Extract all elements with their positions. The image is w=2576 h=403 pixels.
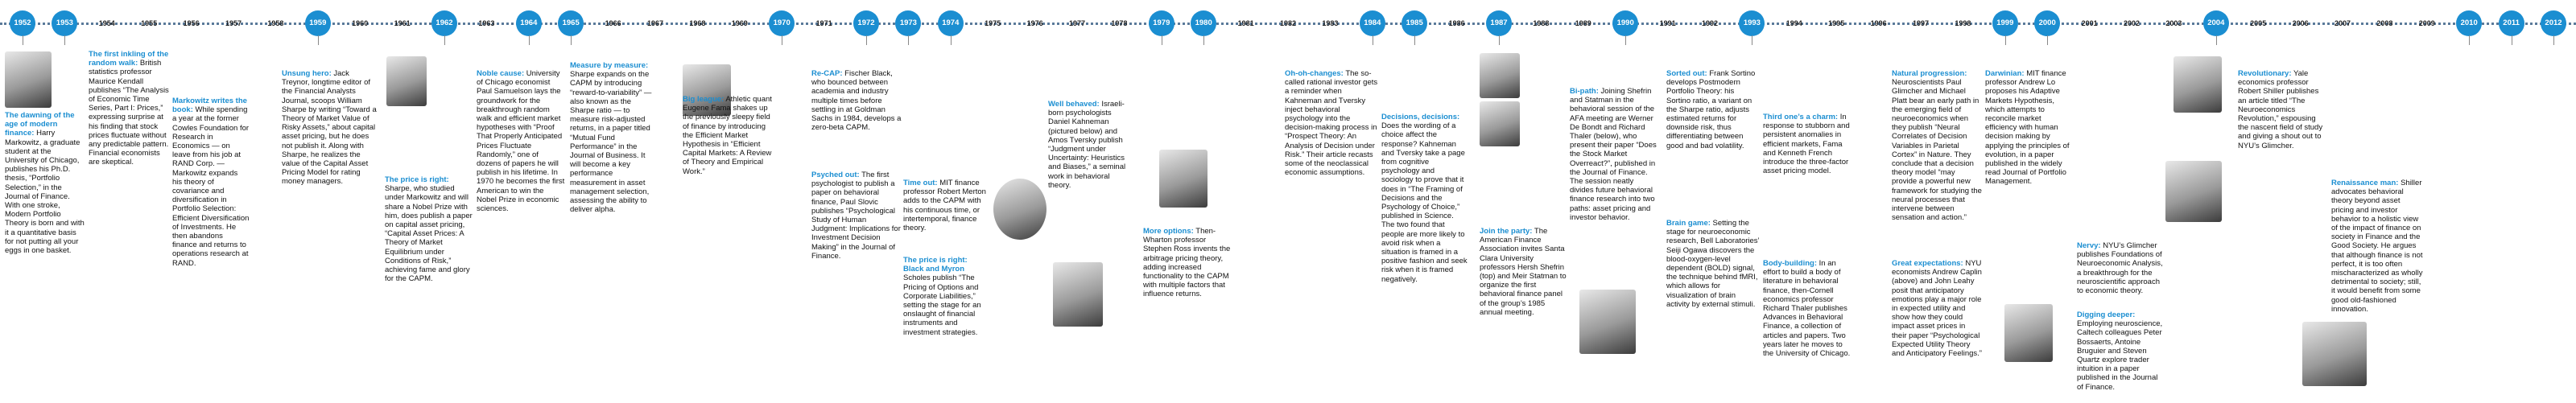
entry-2011 [2238,69,2326,152]
year-marker-1969: 1969 [731,19,748,27]
year-marker-1960: 1960 [352,19,369,27]
entry-body: MIT finance professor Robert Merton adds to the CAPM with his continuous time, or intertemporal, finance theory. [903,179,986,233]
entry-1979 [1285,69,1378,179]
entry-body: While spending a year at the former Cowles Foundation for Research in Economics — on leave from his job at RAND Corp. — Markowitz expands his theory of covariance and diversification in Portfolio Selection: Efficient Diversification of Investments. He then abandons finance and returns to operations research at RAND. [172,105,250,268]
year-connector [64,35,65,45]
entry-title: The dawning of the age of modern finance: [5,111,75,138]
year-connector [2047,35,2048,45]
year-marker-1989: 1989 [1575,19,1591,27]
year-marker-1991: 1991 [1659,19,1676,27]
year-marker-1966: 1966 [605,19,621,27]
entry-2004 [1985,69,2074,188]
year-marker-1977: 1977 [1068,19,1086,27]
year-marker-1990: 1990 [1612,10,1638,36]
entry-1971-psyched [811,171,902,262]
entry-1990-brain [1666,219,1760,310]
thaler-photo [1579,290,1636,354]
entry-1970 [683,95,773,178]
entry-body: Frank Sortino develops Postmodern Portfolio Theory: his Sortino ratio, a variant on the Sharpe ratio, adjusts estimated returns for downside risk, thus differentiating between good and bad volatility. [1666,69,1756,150]
entry-title: More options: [1143,227,1194,236]
year-connector [1203,35,1204,45]
year-marker-2007: 2007 [2334,19,2351,27]
entry-body: Does the wording of a choice affect the response? Kahneman and Tversky take a page from cognitive psychology and sociology to prove that it does in “The Framing of Decisions and the Psychology of Choice,” published in Science. The two found that people are more likely to avoid risk when a situation is framed in a positive fashion and seek risk when it is framed negatively. [1381,121,1468,284]
caplin-photo [2004,304,2053,362]
year-marker-2001: 2001 [2081,19,2098,27]
year-marker-1982: 1982 [1279,19,1297,27]
entry-1999 [1892,69,1982,224]
year-marker-2009: 2009 [2418,19,2435,27]
year-connector [529,35,530,45]
timeline-axis [0,0,2576,48]
year-connector [2469,35,2470,45]
year-marker-1992: 1992 [1701,19,1719,27]
year-marker-1986: 1986 [1448,19,1465,27]
year-marker-1979: 1979 [1149,10,1174,36]
entry-body: Setting the stage for neuroeconomic research, Bell Laboratories’ Seiji Ogawa discovers the blood-oxygen-level dependent (BOLD) signal, the technique behind fMRI, which allows for visualization of brain activity by external stimuli. [1666,219,1760,309]
year-marker-2003: 2003 [2165,19,2182,27]
ross-photo [1159,150,1208,208]
black-photo [993,179,1046,240]
year-marker-1978: 1978 [1111,19,1128,27]
entry-body: In an effort to build a body of literature in behavioral finance, then-Cornell economics professor Richard Thaler publishes Advances in Behavioral Finance, a collection of articles and papers. Two years later he moves to the University of Chicago. [1763,259,1851,359]
year-marker-1974: 1974 [938,10,964,36]
year-connector [1414,35,1415,45]
entry-1990-sorted [1666,69,1760,152]
year-marker-1957: 1957 [225,19,242,27]
entry-title: Markowitz writes the book: [172,97,247,115]
year-marker-1955: 1955 [141,19,158,27]
entry-title: Unsung hero: [282,69,332,78]
entry-title: Nervy: [2077,241,2101,250]
lo-photo [2174,56,2222,113]
year-marker-1963: 1963 [478,19,495,27]
entry-body: Fischer Black, who bounced between academia and industry multiple times before settling in at Goldman Sachs in 1984, develops a zero-beta CAPM. [811,69,902,133]
year-marker-2005: 2005 [2250,19,2267,27]
entry-2000 [1892,259,1982,360]
year-marker-1961: 1961 [394,19,411,27]
year-marker-1965: 1965 [558,10,584,36]
year-marker-1988: 1988 [1533,19,1550,27]
year-connector [2005,35,2006,45]
year-marker-1954: 1954 [98,19,115,27]
entry-title: Measure by measure: [570,61,649,70]
year-marker-1994: 1994 [1785,19,1802,27]
entry-body: The so-called rational investor gets a reminder when Kahneman and Tversky inject behavioral psychology into the decision-making process in “Prospect Theory: An Analysis of Decision under Risk.” Their article recasts some of the neoclassical economic assumptions. [1285,69,1378,178]
entry-title: Revolutionary: [2238,69,2292,78]
entry-body: University of Chicago economist Paul Samuelson lays the groundwork for the breakthrough random walk and efficient market hypotheses with “Proof That Properly Anticipated Prices Fluctuate Randomly,” one of dozens of papers he will publish in his lifetime. In 1970 he becomes the first American to win the Nobel Prize in economic sciences. [477,69,565,214]
entry-title: Re-CAP: [811,69,843,78]
year-marker-1980: 1980 [1191,10,1216,36]
year-marker-1959: 1959 [305,10,331,36]
entry-title: Body-building: [1763,259,1818,268]
year-marker-2006: 2006 [2292,19,2309,27]
year-marker-1999: 1999 [1992,10,2018,36]
year-marker-1976: 1976 [1026,19,1043,27]
entry-title: Darwinian: [1985,69,2025,78]
entry-body: Sharpe expands on the CAPM by introducing “reward-to-variability” — also known as the Sharpe ratio — to measure risk-adjusted returns, in a paper titled “Mutual Fund Performance” in the Journal of Business. It will become a key performance measurement in asset management selection, assessing the ability to deliver alpha. [570,70,652,215]
entry-1986 [1480,227,1567,319]
year-marker-1958: 1958 [267,19,284,27]
entry-title: Noble cause: [477,69,525,78]
entry-body: MIT finance professor Andrew Lo proposes his Adaptive Markets Hypothesis, which attempts to reconcile market efficiency with human decision making by applying the principles of evolution, in a paper published in the widely read Journal of Portfolio Management. [1985,69,2070,187]
entry-title: Digging deeper: [2077,310,2136,319]
entry-body: Israeli-born psychologists Daniel Kahneman (pictured below) and Amos Tversky publish “Judgment under Uncertainty: Heuristics and Biases,” a seminal work in behavioral theory. [1048,100,1126,190]
year-marker-1968: 1968 [689,19,706,27]
year-marker-1985: 1985 [1402,10,1427,36]
entry-body: Then-Wharton professor Stephen Ross invents the arbitrage pricing theory, adding increased functionality to the CAPM with multiple factors that influence returns. [1143,227,1231,299]
year-marker-2008: 2008 [2376,19,2393,27]
year-connector [571,35,572,45]
entry-1972 [903,179,987,234]
entry-title: Well behaved: [1048,100,1100,109]
entry-title: Psyched out: [811,171,860,179]
year-marker-1973: 1973 [895,10,921,36]
year-marker-2011: 2011 [2499,10,2524,36]
entry-title: Time out: [903,179,938,187]
entry-body: Sharpe, who studied under Markowitz and will share a Nobel Prize with him, does publish a paper on capital asset pricing, “Capital Asset Prices: A Theory of Market Equilibrium under Conditions of Risk,” achieving fame and glory for the CAPM. [385,184,473,284]
year-marker-1967: 1967 [646,19,664,27]
entry-body: Yale economics professor Robert Shiller publishes an article titled “The Neuroeconomics Revolution,” espousing the nascent field of study and giving a shout out to NYU’s Glimcher. [2238,69,2323,150]
year-connector [318,35,319,45]
entry-body: Joining Shefrin and Statman in the behavioral session of the AFA meeting are Werner De Bondt and Richard Thaler (below), who present their paper “Does the Stock Market Overreact?”, published in the Journal of Finance. The session neatly divides future behavioral finance research into two paths: asset pricing and investor behavior. [1570,87,1657,222]
markowitz-photo [5,51,52,108]
entry-1980 [1381,113,1468,286]
year-marker-2000: 2000 [2034,10,2060,36]
entry-body: British statistics professor Maurice Kendall publishes “The Analysis of Economic Time Series, Part I: Prices,” expressing surprise at his finding that stock prices fluctuate without any predictable pattern. Financial economists are skeptical. [89,59,169,167]
entry-title: Brain game: [1666,219,1711,228]
year-marker-2002: 2002 [2123,19,2140,27]
year-connector [2216,35,2217,45]
entry-body: The first psychologist to publish a paper on behavioral finance, Paul Slovic publishes “Psychological Study of Human Judgment: Implications for Investment Decision Making” in the Journal of Finance. [811,171,901,261]
entry-1976 [1143,227,1232,301]
entry-1965 [570,61,655,216]
entry-body: Neuroscientists Paul Glimcher and Michael Platt bear an early path in the emerging field of neuroeconomics when they publish “Neural Correlates of Decision Variables in Parietal Cortex” in Nature. They conclude that a decision theory model “may provide a powerful new framework for studying the neural processes that intervene between sensation and action.” [1892,78,1982,223]
entry-title: Oh-oh-changes: [1285,69,1344,78]
entry-title: Join the party: [1480,227,1533,236]
year-connector [866,35,867,45]
year-connector [1625,35,1626,45]
sharpe-photo [386,56,427,106]
year-connector [444,35,445,45]
year-marker-1997: 1997 [1912,19,1930,27]
entry-title: The first inkling of the random walk: [89,50,169,68]
kahneman-photo [1053,262,1103,327]
year-marker-1995: 1995 [1828,19,1845,27]
entry-1962 [385,175,473,285]
entry-1953 [89,50,169,169]
entry-1952 [5,111,85,257]
year-marker-1964: 1964 [516,10,542,36]
year-marker-1956: 1956 [183,19,200,27]
year-connector [2553,35,2554,45]
statman-photo [1480,101,1520,146]
entry-1993-third [1763,113,1853,177]
entry-1954 [172,97,250,269]
entry-title: Decisions, decisions: [1381,113,1460,121]
entry-body: Harry Markowitz, a graduate student at the University of Chicago, publishes his Ph.D. thesis, “Portfolio Selection,” in the Journal of Finance. With one stroke, Modern Portfolio Theory is born and with it a quantitative basis for not putting all your eggs in one basket. [5,129,85,256]
entry-2005 [2077,241,2165,297]
entry-body: The American Finance Association invites Santa Clara University professors Hersh Shefrin (top) and Meir Statman to organize the first behavioral finance panel of the group’s 1985 annual meeting. [1480,227,1567,317]
year-marker-1975: 1975 [985,19,1001,27]
year-marker-1993: 1993 [1739,10,1765,36]
year-marker-2004: 2004 [2203,10,2229,36]
year-connector [951,35,952,45]
year-marker-1996: 1996 [1870,19,1887,27]
entry-title: Third one’s a charm: [1763,113,1839,121]
year-marker-2010: 2010 [2456,10,2482,36]
year-marker-1972: 1972 [853,10,879,36]
entry-1959 [282,69,377,188]
entry-title: Natural progression: [1892,69,1967,78]
entry-1974 [1048,100,1133,191]
entry-body: Jack Treynor, longtime editor of the Financial Analysts Journal, scoops William Sharpe by writing “Toward a Theory of Market Value of Risky Assets,” about capital asset pricing, but he does not publish it. Along with Sharpe, he realizes the value of the Capital Asset Pricing Model for rating money managers. [282,69,377,187]
entry-title: Bi-path: [1570,87,1599,96]
year-marker-1984: 1984 [1360,10,1385,36]
entry-body: In response to stubborn and persistent anomalies in efficient markets, Fama and Kenneth French introduce the three-factor asset pricing model. [1763,113,1850,176]
entry-body: Scholes publish “The Pricing of Options and Corporate Liabilities,” setting the stage for an onslaught of financial instruments and investment strategies. [903,273,981,337]
entry-title: Big league: [683,95,724,104]
year-marker-2012: 2012 [2541,10,2566,36]
entry-2012 [2331,179,2425,315]
entry-title: The price is right: Black and Myron [903,256,968,274]
entry-1985 [1570,87,1658,224]
entry-body: Shiller advocates behavioral theory beyond asset pricing and investor behavior to a holistic view of the impact of finance on society in Finance and the Good Society. He argues that although finance is not perfect, it is too often mischaracterized as wholly detrimental to society; still, it would benefit from some good old-fashioned innovation. [2331,179,2423,314]
entry-1993-body [1763,259,1853,360]
entry-body: Athletic quant Eugene Fama shakes up the previously sleepy field of finance by introducing the Efficient Market Hypothesis in “Efficient Capital Markets: A Review of Theory and Empirical Work.” [683,95,772,176]
entry-title: Sorted out: [1666,69,1707,78]
year-marker-1983: 1983 [1322,19,1339,27]
year-marker-1953: 1953 [52,10,77,36]
entry-title: Great expectations: [1892,259,1963,268]
entry-body: NYU’s Glimcher publishes Foundations of Neuroeconomic Analysis, a breakthrough for the neuroscientific approach to economic theory. [2077,241,2163,296]
entry-1971-recap [811,69,902,134]
entry-1973 [903,256,987,339]
entry-1964 [477,69,565,215]
entry-2006 [2077,310,2165,393]
shiller-photo [2302,322,2367,386]
year-marker-1962: 1962 [431,10,457,36]
entry-title: Renaissance man: [2331,179,2399,187]
shefrin-photo [1480,53,1520,98]
entry-body: NYU economists Andrew Caplin (above) and John Leahy posit that anticipatory emotions play a major role in expected utility and show how they could impact asset prices in their paper “Psychological Expected Utility Theory and Anticipatory Feelings.” [1892,259,1982,359]
year-marker-1952: 1952 [10,10,35,36]
entry-title: The price is right: [385,175,449,184]
year-marker-1971: 1971 [815,19,832,27]
year-connector [1499,35,1500,45]
year-marker-1970: 1970 [769,10,795,36]
glimcher-photo [2165,161,2222,222]
year-connector [908,35,909,45]
year-marker-1998: 1998 [1955,19,1971,27]
entry-body: Employing neuroscience, Caltech colleagues Peter Bossaerts, Antoine Bruguier and Steven Quartz explore trader intuition in a paper published in the Journal of Finance. [2077,319,2163,392]
year-marker-1981: 1981 [1237,19,1254,27]
year-marker-1987: 1987 [1486,10,1512,36]
